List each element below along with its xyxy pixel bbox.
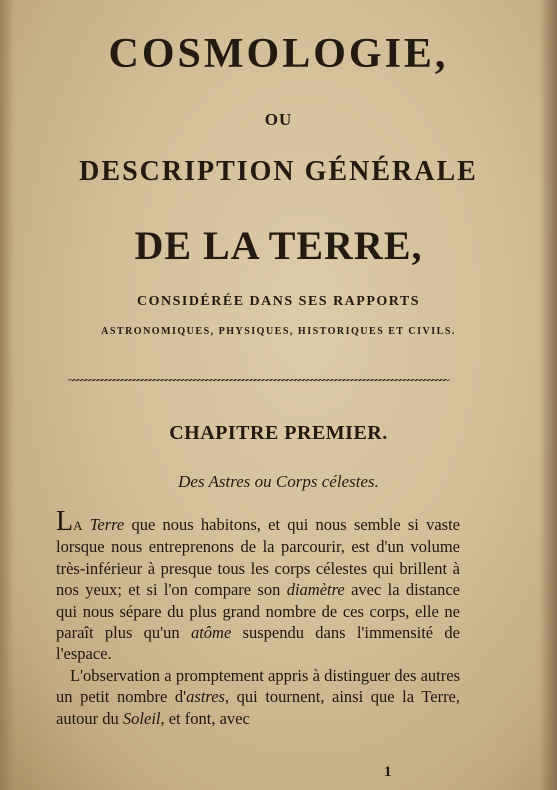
subtitle-terre: DE LA TERRE,	[134, 223, 423, 268]
emphasis-terre: Terre	[89, 515, 125, 534]
emphasis-diametre: diamètre	[286, 580, 345, 600]
chapter-heading: CHAPITRE PREMIER.	[169, 422, 388, 444]
aspects-line: ASTRONOMIQUES, PHYSIQUES, HISTORIQUES ET CIVILS.	[101, 326, 456, 337]
subtitle-description: DESCRIPTION GÉNÉRALE	[79, 156, 478, 187]
emphasis-atome: atôme	[190, 623, 232, 643]
paragraph-2: L'observation a promptement appris à distinguer des autres un petit nombre d'astres, qui tournent, ainsi que la Terre, autour du Soleil, et font, avec	[56, 665, 461, 728]
drop-cap: L	[56, 506, 74, 537]
emphasis-astres: astres	[186, 687, 225, 707]
emphasis-soleil: Soleil	[122, 708, 161, 728]
ornamental-divider: ~~~~~~~~~~~~~~~~~~~~~~~~~~~~~~~~~~~~~~~~~~~~~~~~~~~~~~~~~~~~~~~~~~~~~~~~~~~~~~~~~~~~~~~~~~~~~~	[68, 372, 448, 386]
body-text	[56, 506, 461, 729]
section-heading: Des Astres ou Corps célestes.	[178, 472, 379, 491]
title-conjunction: OU	[264, 110, 293, 129]
paragraph-1: LA Terre que nous habitons, et qui nous semble si vaste lorsque nous entreprenons de la parcourir, est d'un volume très-inférieur à presque tous les corps célestes qui brillent à nos yeux; et si l'on compare son diamètre avec la distance qui nous sépare du plus grand nombre de ces corps, elle ne paraît plus qu'un atôme suspendu dans l'immensité de l'espace.	[56, 506, 461, 664]
book-title: COSMOLOGIE,	[108, 31, 449, 77]
considered-line: CONSIDÉRÉE DANS SES RAPPORTS	[136, 294, 421, 309]
page-number: 1	[384, 764, 392, 780]
